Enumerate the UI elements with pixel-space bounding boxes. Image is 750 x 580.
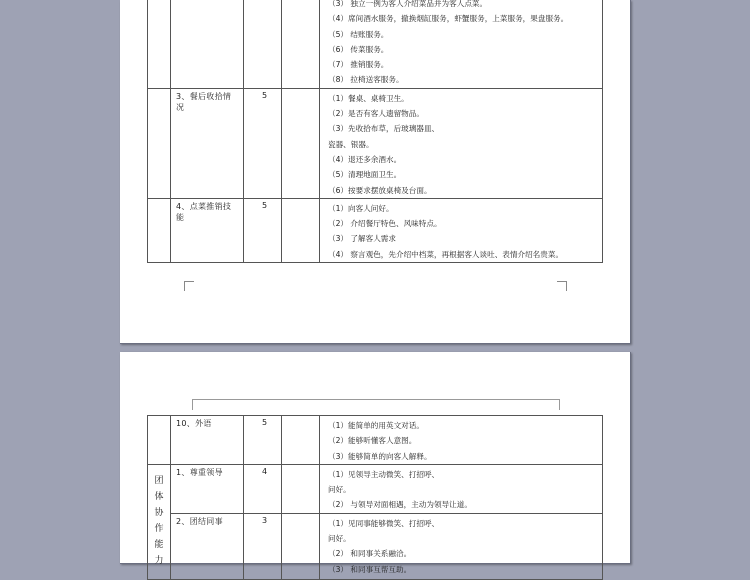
table-row [148, 88, 603, 198]
criteria-cell [320, 513, 603, 579]
score-cell: 4 [244, 464, 282, 513]
criteria-line: （1）能简单的用英文对话。 [328, 421, 424, 430]
criteria-line: （6） 传菜服务。 [328, 44, 389, 54]
criteria-line: （1）餐桌、桌椅卫生。 [328, 93, 409, 103]
criteria-line: （4）席间酒水服务，撤换烟缸服务，虾蟹服务，上菜服务，果盘服务。 [328, 14, 569, 24]
item-cell: 1、尊重领导 [171, 464, 244, 513]
criteria-line: 问好。 [328, 485, 351, 495]
score-cell: 5 [244, 416, 282, 465]
criteria-line: （4） 察言观色，先介绍中档菜，再根据客人谈吐、表情介绍名贵菜。 [328, 249, 564, 259]
criteria-line: （2）是否有客人遗留物品。 [328, 109, 424, 119]
score-cell: 3 [244, 513, 282, 579]
result-cell [282, 198, 320, 262]
category-char: 作 [154, 523, 164, 534]
result-cell [282, 513, 320, 579]
criteria-line: （3） 了解客人需求 [328, 234, 396, 244]
criteria-line: （1）见领导主动微笑、打招呼、 [328, 469, 440, 479]
criteria-line: （3） 和同事互帮互助。 [328, 564, 412, 574]
category-cell-teamwork [148, 464, 171, 579]
result-cell [282, 88, 320, 198]
criteria-line: （1）见同事能够微笑、打招呼、 [328, 518, 440, 528]
criteria-cell [320, 464, 603, 513]
criteria-cell [320, 416, 603, 465]
item-cell: 2、团结同事 [171, 513, 244, 579]
category-cell [148, 88, 171, 198]
criteria-line: 瓷器、银器。 [328, 139, 374, 149]
table-row [148, 198, 603, 262]
criteria-line: （2） 和同事关系融洽。 [328, 549, 412, 559]
page-corner-mark-right [557, 281, 567, 291]
table-row [148, 464, 603, 513]
criteria-line: （5）清理地面卫生。 [328, 170, 402, 180]
score-cell: 5 [244, 88, 282, 198]
category-cell [148, 416, 171, 465]
criteria-line: （2） 介绍餐厅特色、风味特点。 [328, 219, 442, 229]
criteria-line: 问好。 [328, 534, 351, 544]
category-cell [148, 198, 171, 262]
category-cell [148, 0, 171, 88]
document-page-2 [120, 352, 631, 574]
document-page-1 [120, 0, 631, 344]
criteria-line: （2） 与领导对面相遇，主动为领导让道。 [328, 500, 472, 510]
criteria-line: （3）先收拾布草，后玻璃器皿、 [328, 124, 440, 134]
result-cell [282, 416, 320, 465]
criteria-line: （5） 结账服务。 [328, 29, 389, 39]
criteria-line: （8） 拉椅送客服务。 [328, 75, 404, 85]
criteria-cell [320, 0, 603, 88]
category-char: 能 [154, 539, 164, 550]
table-row [148, 0, 603, 88]
criteria-line: （3）能够简单的向客人解释。 [328, 451, 432, 461]
item-cell: 3、餐后收拾情况 [171, 88, 244, 198]
evaluation-table-page-1 [147, 0, 603, 263]
criteria-cell [320, 198, 603, 262]
result-cell [282, 0, 320, 88]
category-char: 体 [154, 491, 164, 502]
criteria-line: （7） 推销服务。 [328, 60, 389, 70]
result-cell [282, 464, 320, 513]
category-char: 团 [154, 475, 164, 486]
score-cell: 5 [244, 198, 282, 262]
item-cell [171, 0, 244, 88]
page-corner-mark-left [184, 281, 194, 291]
criteria-line: （4）退还多余酒水。 [328, 154, 402, 164]
item-cell: 4、点菜推销技能 [171, 198, 244, 262]
header-line [192, 399, 560, 410]
evaluation-table-page-2 [147, 415, 603, 580]
score-cell [244, 0, 282, 88]
criteria-line: （1）向客人问好。 [328, 203, 394, 213]
criteria-cell [320, 88, 603, 198]
table-row [148, 416, 603, 465]
category-char: 力 [154, 555, 164, 566]
criteria-line: （3） 独立一例为客人介绍菜品并为客人点菜。 [328, 0, 488, 8]
table-row [148, 513, 603, 579]
category-char: 协 [154, 507, 164, 518]
criteria-line: （6）按要求摆放桌椅及台面。 [328, 185, 432, 195]
criteria-line: （2）能够听懂客人意图。 [328, 436, 417, 446]
item-cell: 10、外语 [171, 416, 244, 465]
